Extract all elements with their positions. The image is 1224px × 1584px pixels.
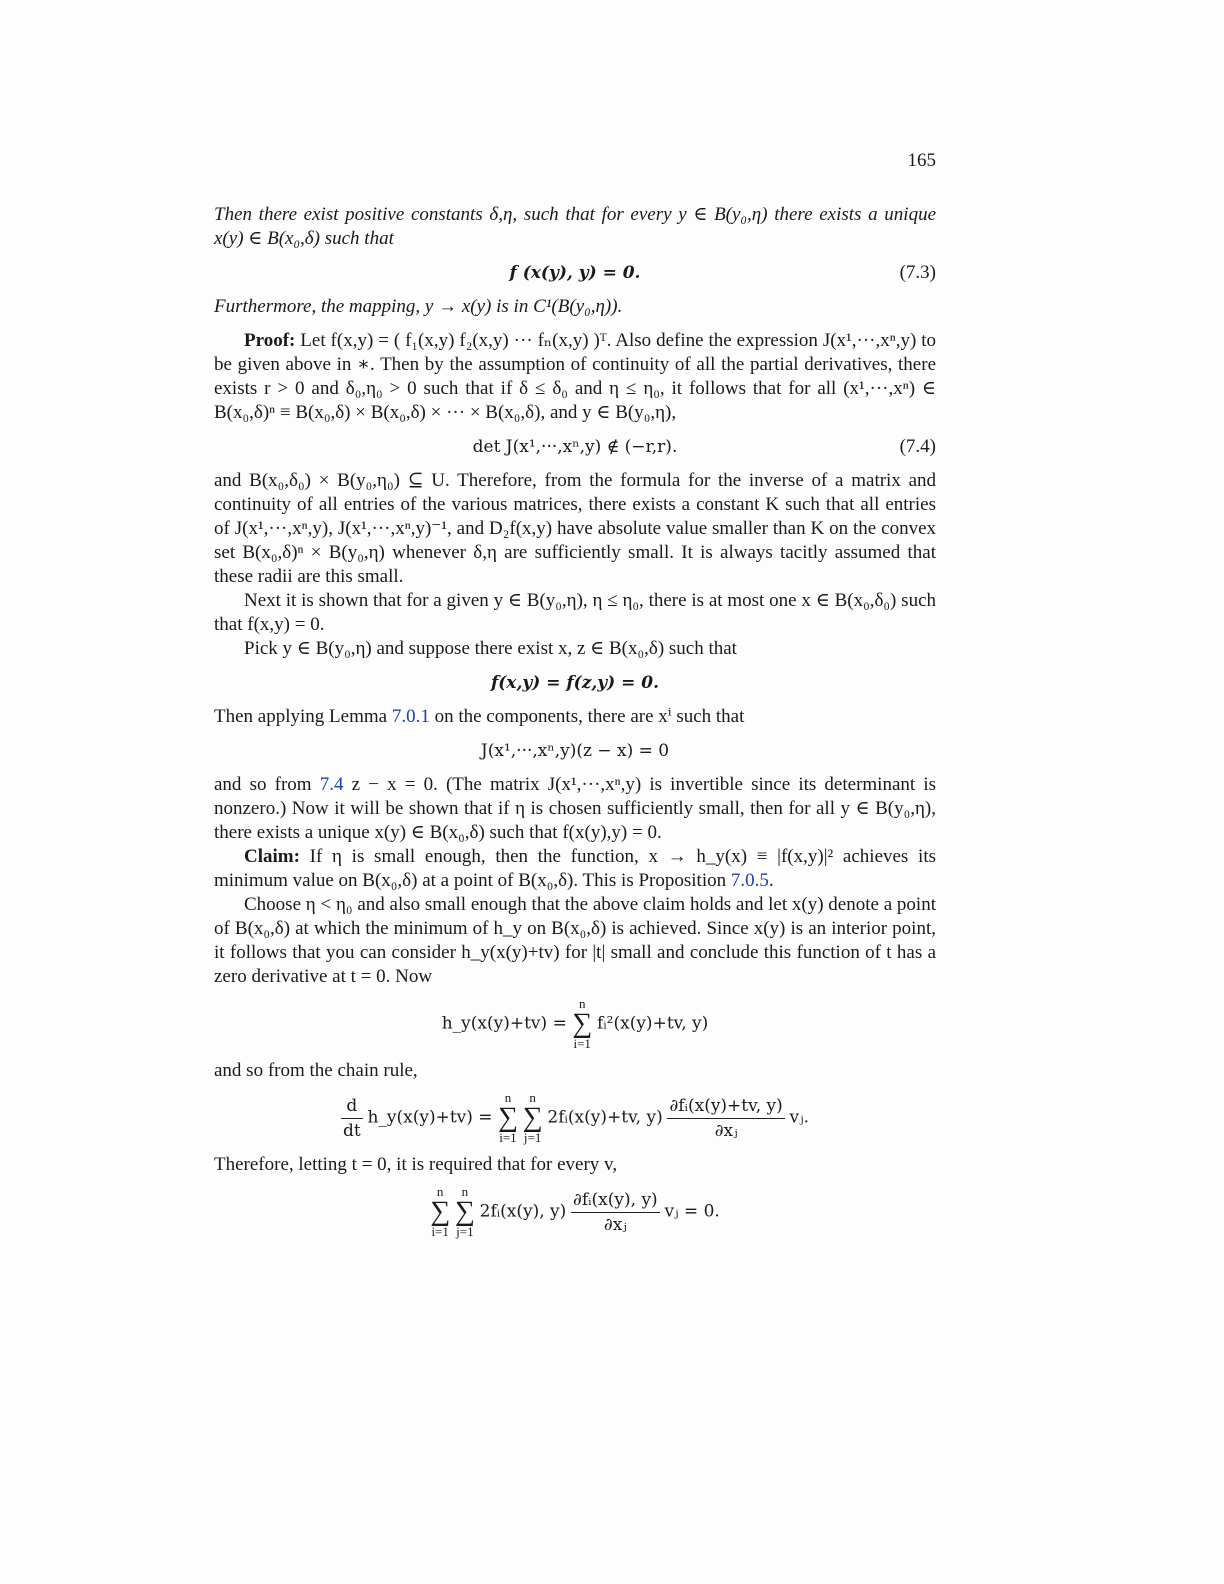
derivative-operator: $\frac{d}{dt}$ xyxy=(342,1095,361,1141)
final-tail: vⱼ = 0. xyxy=(664,1201,720,1222)
partial-fraction: $\frac{\text{∂fᵢ(x(y)+tv, y)}}{\text{∂xⱼ}}$ xyxy=(669,1095,783,1141)
theorem-tail-1: Then there exist positive constants δ,η, such that for every y ∈ B(y₀,η) there exists a unique x(y) ∈ B(x₀,δ) such that xyxy=(214,204,936,249)
equation-7-3-body: f (x(y), y) = 0. xyxy=(509,263,641,283)
proof-paragraph-2: and B(x₀,δ₀) × B(y₀,η₀) ⊆ U. Therefore, from the formula for the inverse of a matrix and continuity of all entries of the various matrices, there exists a constant K such that all entries of J(x¹,···,xⁿ,y), J(x¹,···,xⁿ,y)⁻¹, and D₂f(x,y) have absolute value smaller than K on the convex set B(x₀,δ)ⁿ × B(y₀,η) whenever δ,η are sufficiently small. It is always tacitly assumed that these radii are this small. xyxy=(214,470,936,587)
lemma-text-pre: Then applying Lemma xyxy=(214,706,392,727)
sum-i-derivative: n ∑ i=1 xyxy=(497,1090,518,1145)
derivative-mid: 2fᵢ(x(y)+tv, y) xyxy=(547,1107,663,1128)
equation-jacobian xyxy=(214,739,936,763)
equation-h-lhs: h_y(x(y)+tv) = xyxy=(441,1013,573,1034)
invertible-text-pre: and so from xyxy=(214,774,320,795)
equation-link[interactable]: 7.4 xyxy=(319,774,344,795)
equation-final xyxy=(214,1185,936,1239)
proof-paragraph-1 xyxy=(214,329,936,425)
claim-text-post: . xyxy=(768,870,774,891)
text-body xyxy=(214,203,936,1247)
claim-text-pre: If η is small enough, then the function, x → h_y(x) ≡ |f(x,y)|² achieves its minimum value on B(x₀,δ) at a point of B(x₀,δ). This is Proposition xyxy=(214,846,936,891)
proposition-link[interactable]: 7.0.5 xyxy=(730,870,769,891)
paragraph-choose: Choose η < η₀ and also small enough that the above claim holds and let x(y) denote a point of B(x₀,δ) at which the minimum of h_y on B(x₀,δ) is achieved. Since x(y) is an interior point, it follows that you can consider h_y(x(y)+tv) for |t| small and conclude this function of t has a zero derivative at t = 0. Now xyxy=(214,894,936,987)
equation-f-equal xyxy=(214,671,936,695)
invertible-text-post: z − x = 0. (The matrix J(x¹,···,xⁿ,y) is invertible since its determinant is nonzero.) Now it will be shown that if η is chosen sufficiently small, then for all y ∈ B(y₀,η), there exists a unique x(y) ∈ B(x₀,δ) such that f(x(y),y) = 0. xyxy=(214,774,936,843)
equation-h-rhs: fᵢ²(x(y)+tv, y) xyxy=(596,1013,709,1034)
proof-label: Proof: xyxy=(244,330,296,351)
paragraph-chain-rule: and so from the chain rule, xyxy=(214,1060,418,1081)
sum-j-final: n ∑ j=1 xyxy=(454,1184,475,1239)
sum-j-derivative: n ∑ j=1 xyxy=(522,1090,543,1145)
equation-7-3 xyxy=(214,261,936,285)
derivative-lhs: h_y(x(y)+tv) = xyxy=(367,1107,498,1128)
final-mid: 2fᵢ(x(y), y) xyxy=(479,1201,567,1222)
equation-7-3-tag: (7.3) xyxy=(899,262,936,283)
claim-label: Claim: xyxy=(244,846,300,867)
paragraph-claim xyxy=(214,845,936,893)
derivative-tail: vⱼ. xyxy=(789,1107,810,1128)
lemma-link[interactable]: 7.0.1 xyxy=(391,706,430,727)
paragraph-invertible xyxy=(214,773,936,845)
paragraph-letting-t: Therefore, letting t = 0, it is required that for every v, xyxy=(214,1154,618,1175)
paragraph-pick: Pick y ∈ B(y₀,η) and suppose there exist x, z ∈ B(x₀,δ) such that xyxy=(244,638,737,659)
sum-i-final: n ∑ i=1 xyxy=(430,1184,451,1239)
paragraph-lemma xyxy=(214,705,936,729)
equation-7-4-tag: (7.4) xyxy=(899,436,936,457)
equation-jacobian-body: J(x¹,···,xⁿ,y)(z − x) = 0 xyxy=(480,741,670,761)
equation-7-4-body: det J(x¹,···,xⁿ,y) ∉ (−r,r). xyxy=(472,437,678,457)
equation-7-4 xyxy=(214,435,936,459)
equation-derivative xyxy=(214,1091,936,1145)
paragraph-uniqueness: Next it is shown that for a given y ∈ B(y₀,η), η ≤ η₀, there is at most one x ∈ B(x₀,δ₀) such that f(x,y) = 0. xyxy=(214,590,936,635)
final-partial-fraction: $\frac{\text{∂fᵢ(x(y), y)}}{\text{∂xⱼ}}$ xyxy=(573,1189,658,1235)
equation-h-sum xyxy=(214,997,936,1051)
proof-text-1: Let f(x,y) = ( f₁(x,y) f₂(x,y) ··· fₙ(x,y) )ᵀ. Also define the expression J(x¹,···,xⁿ,y) to be given above in ∗. Then by the assumption of continuity of all the partial derivatives, there exists r > 0 and δ₀,η₀ > 0 such that if δ ≤ δ₀ and η ≤ η₀, it follows that for all (x¹,···,xⁿ) ∈ B(x₀,δ)ⁿ ≡ B(x₀,δ) × B(x₀,δ) × ··· × B(x₀,δ), and y ∈ B(y₀,η), xyxy=(214,330,937,423)
page-number: 165 xyxy=(907,150,936,171)
lemma-text-post: on the components, there are xⁱ such that xyxy=(429,706,745,727)
equation-f-equal-body: f(x,y) = f(z,y) = 0. xyxy=(490,673,660,693)
theorem-tail-2: Furthermore, the mapping, y → x(y) is in C¹(B(y₀,η)). xyxy=(214,296,623,317)
sum-i: n ∑ i=1 xyxy=(572,996,593,1051)
